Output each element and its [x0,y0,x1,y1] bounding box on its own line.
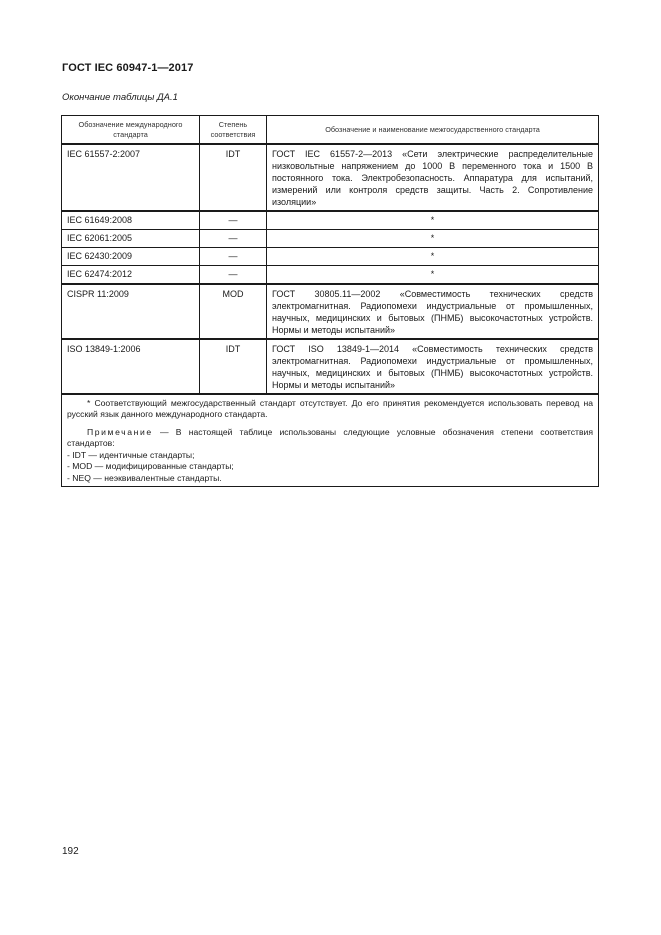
intl-standard-cell: IEC 62061:2005 [62,229,200,247]
national-standard-cell: * [267,229,599,247]
degree-cell: IDT [200,144,267,211]
degree-cell: — [200,247,267,265]
national-standard-cell: ГОСТ 30805.11—2002 «Совместимость технических средств электромагнитная. Радиопомехи индустриальные от промышленных, научных, медицинских и бытовых (ПНМБ) высокочастотных устройств. Нормы и методы испытаний» [267,284,599,339]
column-header-intl: Обозначение международного стандарта [62,116,200,144]
note-list-item: - IDT — идентичные стандарты; [67,449,195,460]
table-notes [62,394,599,487]
intl-standard-cell: CISPR 11:2009 [62,284,200,339]
degree-cell: — [200,211,267,230]
national-standard-cell: * [267,211,599,230]
table-row [62,211,599,230]
intl-standard-cell: IEC 62430:2009 [62,247,200,265]
column-header-national: Обозначение и наименование межгосударственного стандарта [267,116,599,144]
document-title: ГОСТ IEC 60947-1—2017 [62,62,194,74]
intl-standard-cell: IEC 61649:2008 [62,211,200,230]
table-row [62,144,599,211]
degree-cell: MOD [200,284,267,339]
page-number: 192 [62,846,79,857]
intl-standard-cell: ISO 13849-1:2006 [62,339,200,394]
table-caption: Окончание таблицы ДА.1 [62,92,178,103]
table-row [62,229,599,247]
national-standard-cell: * [267,247,599,265]
note-text: — В настоящей таблице использованы следующие условные обозначения степени соответствия стандартов: [67,426,593,448]
national-standard-cell: ГОСТ IEC 61557-2—2013 «Сети электрические распределительные низковольтные напряжением до 1000 В переменного тока и 1500 В постоянного тока. Электробезопасность. Аппаратура для испытаний, измерений или контроля средств защиты. Часть 2. Сопротивление изоляции» [267,144,599,211]
intl-standard-cell: IEC 62474:2012 [62,265,200,284]
degree-cell: — [200,229,267,247]
degree-cell: — [200,265,267,284]
national-standard-cell: * [267,265,599,284]
table-footer-row [62,394,599,487]
footnote: * Соответствующий межгосударственный стандарт отсутствует. До его принятия рекомендуется использовать перевод на русский язык данного международного стандарта. [67,397,593,419]
degree-cell: IDT [200,339,267,394]
note-label: Примечание [87,426,153,437]
table-row [62,265,599,284]
table-header-row [62,116,599,144]
standards-table [61,115,599,487]
national-standard-cell: ГОСТ ISO 13849-1—2014 «Совместимость технических средств электромагнитная. Радиопомехи индустриальные от промышленных, научных, медицинских и бытовых (ПНМБ) высокочастотных устройств. Нормы и методы испытаний» [267,339,599,394]
note-list-item: - MOD — модифицированные стандарты; [67,461,234,471]
column-header-degree: Степень соответствия [200,116,267,144]
table-row [62,339,599,394]
note [67,427,593,450]
note-list-item: - NEQ — неэквивалентные стандарты. [67,472,222,483]
table-row [62,284,599,339]
intl-standard-cell: IEC 61557-2:2007 [62,144,200,211]
table-row [62,247,599,265]
